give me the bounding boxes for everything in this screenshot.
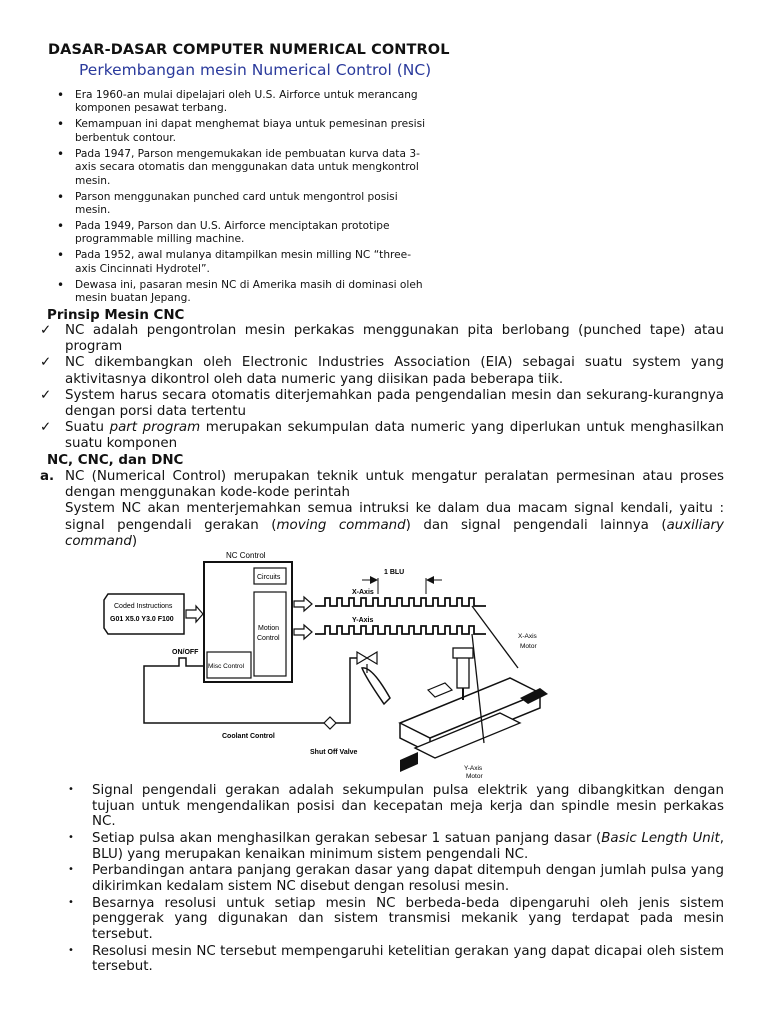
motion-control-box: [254, 592, 286, 676]
motion-control-label: Motion: [258, 625, 280, 632]
emphasis-text: auxiliary command: [65, 517, 724, 549]
list-item: • Pada 1949, Parson dan U.S. Airforce menciptakan prototipe programmable milling machine.: [52, 220, 432, 247]
list-item-text: merupakan sekumpulan data numeric yang diperlukan untuk menghasilkan suatu komponen: [65, 420, 725, 452]
coded-instructions-example: G01 X5.0 Y3.0 F100: [110, 616, 174, 623]
list-item: • Parson menggunakan punched card untuk mengontrol posisi mesin.: [52, 191, 432, 218]
document-title: DASAR-DASAR COMPUTER NUMERICAL CONTROL: [48, 42, 450, 58]
section-heading-prinsip: Prinsip Mesin CNC: [47, 308, 185, 323]
text-run: , BLU) yang merupakan kenaikan minimum sistem pengendali NC.: [92, 830, 724, 862]
text-run: Setiap pulsa akan menghasilkan gerakan sebesar 1 satuan panjang dasar (: [92, 830, 602, 846]
shut-off-valve-label: Shut Off Valve: [310, 749, 358, 756]
motion-control-label: Control: [257, 635, 280, 642]
paragraph: [40, 501, 724, 550]
emphasis-text: Basic Length Unit: [601, 830, 720, 846]
x-axis-motor-label: Motor: [520, 643, 537, 650]
y-axis-motor-label: Motor: [466, 773, 483, 778]
y-axis-pulse-train: [315, 626, 486, 634]
y-rail-end: [400, 752, 418, 772]
coolant-valve-icon: [357, 652, 377, 664]
list-item: • Era 1960-an mulai dipelajari oleh U.S. Airforce untuk merancang komponen pesawat terbang.: [52, 89, 432, 116]
coded-instructions-label: Coded Instructions: [114, 603, 173, 610]
section-heading-nc: NC, CNC, dan DNC: [47, 453, 184, 468]
list-item-text: Suatu: [65, 420, 110, 436]
x-axis-motor-label: X-Axis: [518, 633, 537, 640]
list-item: [40, 388, 724, 420]
history-list: [52, 89, 432, 308]
emphasis-text: part program: [109, 420, 201, 436]
coolant-control-label: Coolant Control: [222, 733, 275, 740]
nc-system-diagram: [100, 548, 580, 778]
list-item: • Besarnya resolusi untuk setiap mesin NC berbeda-beda dipengaruhi oleh jenis sistem penggerak yang digunakan dan sistem transmisi mekanik yang terdapat pada mesin tersebut.: [64, 896, 724, 943]
list-item: [64, 831, 724, 862]
workpiece: [428, 683, 452, 697]
list-item: [40, 323, 724, 355]
nc-control-label: NC Control: [226, 551, 266, 560]
x-axis-pulse-train: [315, 598, 486, 606]
list-item: • Resolusi mesin NC tersebut mempengaruhi ketelitian gerakan yang dapat dicapai oleh sistem tersebut.: [64, 944, 724, 975]
text-run: ): [131, 533, 138, 549]
check-icon: ✓: [40, 355, 52, 371]
list-item: • Kemampuan ini dapat menghemat biaya untuk pemesinan presisi berbentuk contour.: [52, 118, 432, 145]
list-item: [40, 355, 724, 387]
list-item: [40, 420, 724, 452]
list-item: • Pada 1947, Parson mengemukakan ide pembuatan kurva data 3-axis secara otomatis dan menggunakan data untuk mengkontrol mesin.: [52, 148, 432, 188]
coded-instructions-tag: [104, 594, 184, 634]
nc-definition: [40, 469, 724, 550]
list-item: • Dewasa ini, pasaran mesin NC di Amerika masih di dominasi oleh mesin buatan Jepang.: [52, 279, 432, 306]
misc-control-label: Misc Control: [208, 663, 245, 670]
signal-notes-list: [64, 783, 724, 976]
text-run: System NC akan menterjemahkan semua intruksi ke dalam dua macam signal kendali, yaitu : signal pengendali gerakan (: [65, 501, 724, 533]
list-item: • Perbandingan antara panjang gerakan dasar yang dapat ditempuh dengan jumlah pulsa yang dikirimkan kedalam sistem NC disebut dengan resolusi mesin.: [64, 863, 724, 894]
circuits-label: Circuits: [257, 574, 281, 581]
list-item-text: NC dikembangkan oleh Electronic Industries Association (EIA) sebagai suatu system yang aktivitasnya dikontrol oleh data numeric yang diisikan pada beberapa tiik.: [65, 355, 724, 387]
shut-off-valve-icon: [324, 717, 336, 729]
list-item: • Signal pengendali gerakan adalah sekumpulan pulsa elektrik yang dibangkitkan dengan tujuan untuk mengendalikan posisi dan kecepatan meja kerja dan spindle mesin perkakas NC.: [64, 783, 724, 830]
prinsip-list: [40, 323, 724, 453]
y-axis-label: Y-Axis: [352, 617, 374, 624]
blu-label: 1 BLU: [384, 569, 405, 576]
list-item: • Pada 1952, awal mulanya ditampilkan mesin milling NC “three-axis Cincinnati Hydrotel”.: [52, 249, 432, 276]
on-off-label: ON/OFF: [172, 649, 199, 656]
x-output-arrow: [294, 597, 312, 611]
paragraph: NC (Numerical Control) merupakan teknik untuk mengatur peralatan permesinan atau proses dengan menggunakan kode-kode perintah: [65, 469, 724, 501]
check-icon: ✓: [40, 323, 52, 338]
check-icon: ✓: [40, 387, 52, 403]
document-subtitle: Perkembangan mesin Numerical Control (NC): [79, 61, 432, 79]
coolant-nozzle-icon: [362, 668, 390, 704]
input-arrow: [186, 606, 203, 622]
item-label: a.: [40, 469, 55, 484]
check-icon: ✓: [40, 420, 52, 436]
y-axis-motor-label: Y-Axis: [464, 765, 483, 772]
emphasis-text: moving command: [276, 517, 406, 533]
spindle-icon: [457, 656, 469, 688]
list-item-text: NC adalah pengontrolan mesin perkakas menggunakan pita berlobang (punched tape) atau program: [65, 323, 724, 355]
y-output-arrow: [294, 625, 312, 639]
text-run: ) dan signal pengendali lainnya (: [405, 517, 667, 533]
x-axis-label: X-Axis: [352, 589, 374, 596]
list-item-text: System harus secara otomatis diterjemahkan pada pengendalian mesin dan sekurang-kurangnya dengan porsi data tertentu: [65, 387, 724, 420]
